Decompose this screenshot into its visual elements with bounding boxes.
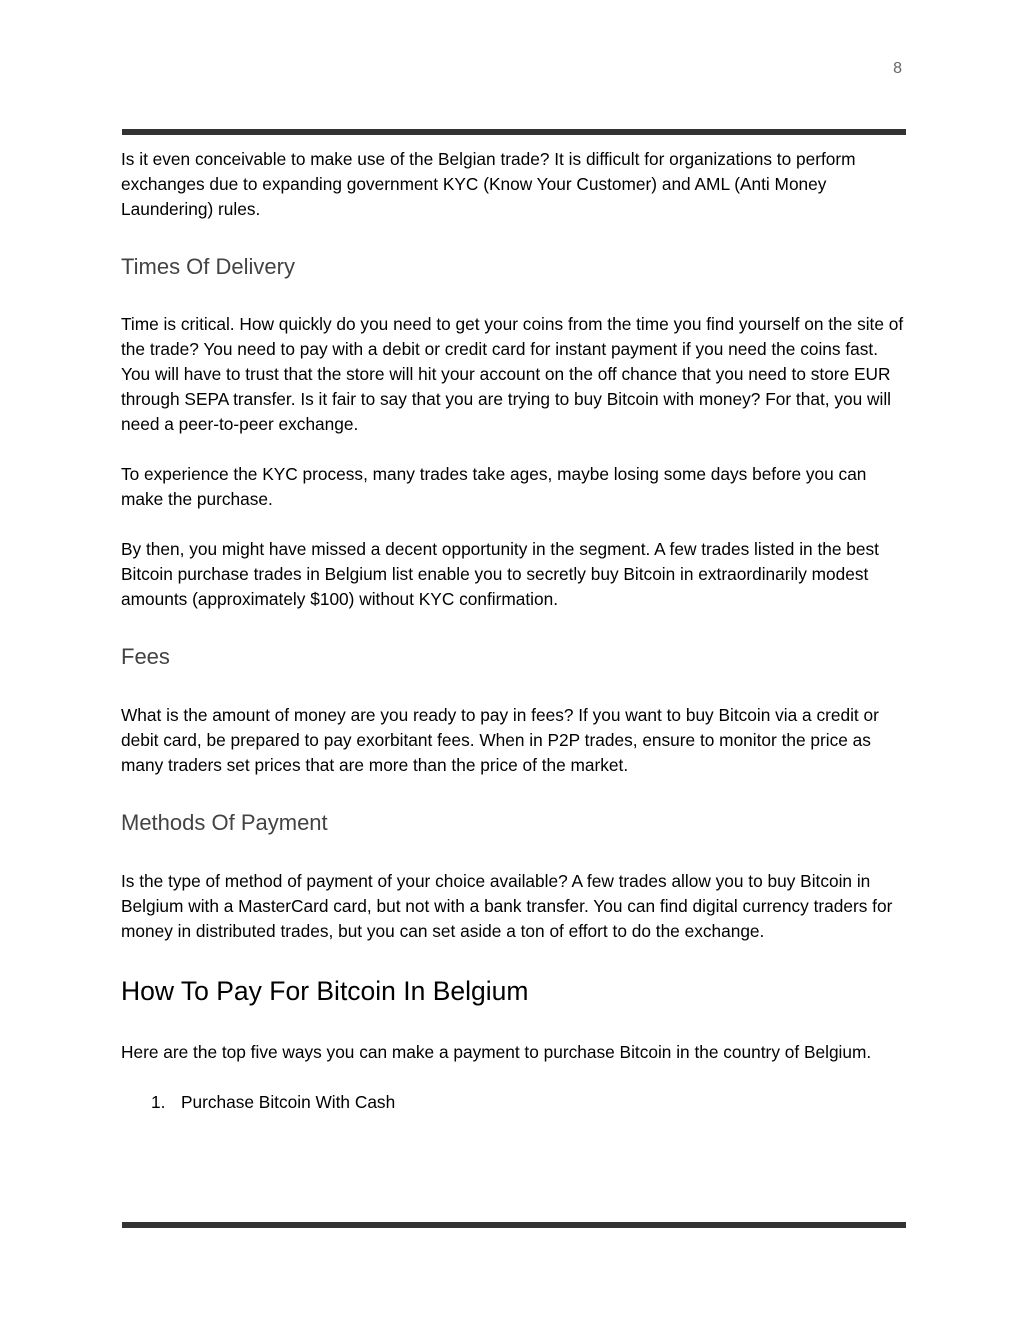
page-number: 8 <box>893 60 902 77</box>
heading-methods-of-payment: Methods Of Payment <box>121 810 328 835</box>
delivery-paragraph-1: Time is critical. How quickly do you need to get your coins from the time you find yourself on the site of the trade? You need to pay with a debit or credit card for instant payment if you need the coins fast. You will have to trust that the store will hit your account on the off chance that you need to store EUR through SEPA transfer. Is it fair to say that you are trying to buy Bitcoin with money? For that, you will need a peer-to-peer exchange. <box>121 314 904 434</box>
delivery-paragraph-3: By then, you might have missed a decent opportunity in the segment. A few trades listed in the best Bitcoin purchase trades in Belgium list enable you to secretly buy Bitcoin in extraordinarily modest amounts (approximately $100) without KYC confirmation. <box>121 539 879 609</box>
list-item <box>121 1090 906 1115</box>
footer-rule <box>122 1222 906 1228</box>
fees-paragraph: What is the amount of money are you ready to pay in fees? If you want to buy Bitcoin via a credit or debit card, be prepared to pay exorbitant fees. When in P2P trades, ensure to monitor the price as many traders set prices that are more than the price of the market. <box>121 705 879 775</box>
header-rule <box>122 129 906 135</box>
list-item-text: Purchase Bitcoin With Cash <box>181 1092 396 1112</box>
intro-paragraph: Is it even conceivable to make use of the Belgian trade? It is difficult for organizations to perform exchanges due to expanding government KYC (Know Your Customer) and AML (Anti Money Laundering) rules. <box>121 149 856 219</box>
delivery-paragraph-2: To experience the KYC process, many trades take ages, maybe losing some days before you can make the purchase. <box>121 464 867 509</box>
payment-paragraph: Is the type of method of payment of your choice available? A few trades allow you to buy Bitcoin in Belgium with a MasterCard card, but not with a bank transfer. You can find digital currency traders for money in distributed trades, but you can set aside a ton of effort to do the exchange. <box>121 871 893 941</box>
heading-how-to-pay: How To Pay For Bitcoin In Belgium <box>121 976 529 1006</box>
list-item-number: 1. <box>151 1092 166 1112</box>
payment-methods-list <box>121 1090 906 1115</box>
heading-times-of-delivery: Times Of Delivery <box>121 254 295 279</box>
how-to-pay-paragraph: Here are the top five ways you can make a payment to purchase Bitcoin in the country of Belgium. <box>121 1042 872 1062</box>
page-content <box>121 147 906 1115</box>
heading-fees: Fees <box>121 644 170 669</box>
